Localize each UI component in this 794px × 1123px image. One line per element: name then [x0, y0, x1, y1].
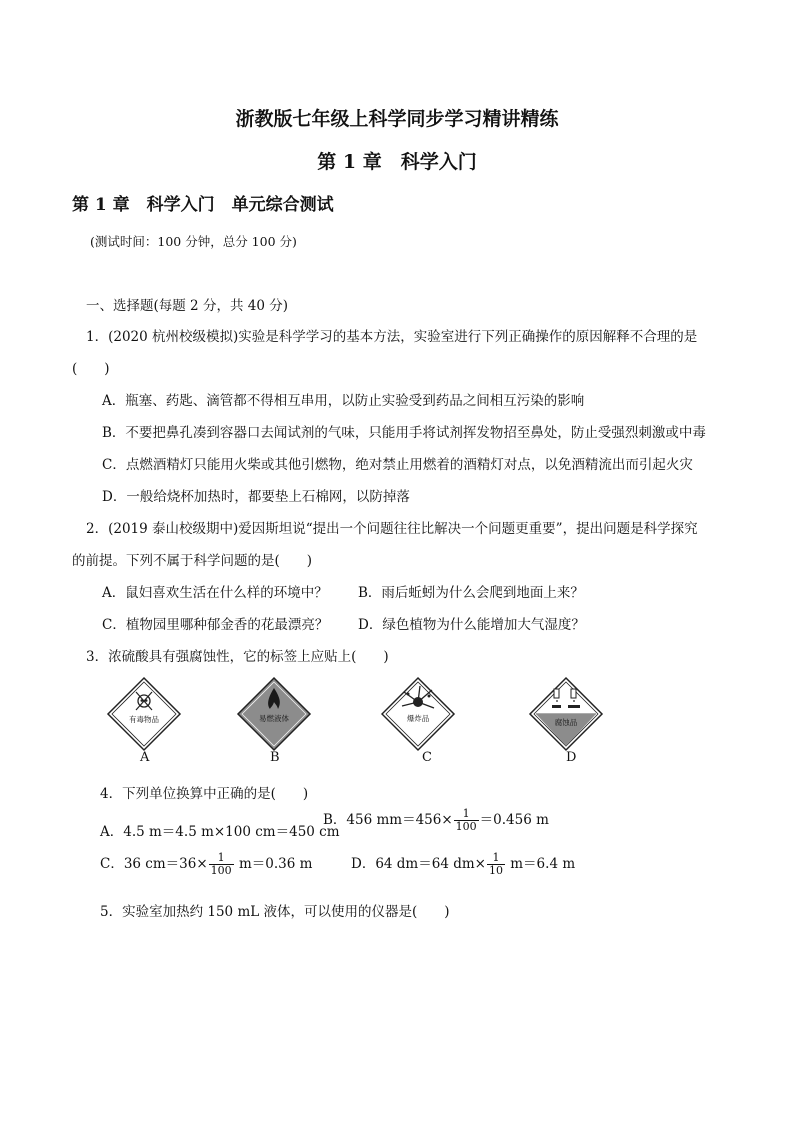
- q2-option-d: D．绿色植物为什么能增加大气湿度？: [358, 617, 585, 633]
- q2-stem-line1: 2．(2019 泰山校级期中)爱因斯坦说“提出一个问题往往比解决一个问题更重要”，提出问题是科学探究: [86, 521, 698, 537]
- q1-option-d: D．一般给烧杯加热时，都要垫上石棉网，以防掉落: [102, 489, 410, 505]
- q1-option-b: B．不要把鼻孔凑到容器口去闻试剂的气味，只能用手将试剂挥发物招至鼻处，防止受强烈刺激或中毒: [102, 425, 706, 441]
- q4-option-b-pre: B．456 mm＝456×: [323, 812, 453, 828]
- sign-d-option: D: [566, 750, 577, 765]
- sign-a-toxic: [108, 678, 180, 750]
- q4-option-d-denominator: 10: [488, 864, 503, 877]
- q2-option-a: A．鼠妇喜欢生活在什么样的环境中？: [102, 585, 328, 601]
- q4-option-c-post: m＝0.36 m: [234, 856, 313, 872]
- q4-option-b-denominator: 100: [455, 820, 477, 833]
- q1-stem-line1: 1．(2020 杭州校级模拟)实验是科学学习的基本方法，实验室进行下列正确操作的原因解释不合理的是: [86, 329, 698, 345]
- q4-option-c-numerator: 1: [209, 852, 234, 865]
- q1-stem-line2: ( ): [72, 361, 110, 377]
- q2-option-b: B．雨后蚯蚓为什么会爬到地面上来？: [358, 585, 584, 601]
- q1-option-a: A．瓶塞、药匙、滴管都不得相互串用，以防止实验受到药品之间相互污染的影响: [102, 393, 585, 409]
- sign-c-option: C: [422, 750, 432, 765]
- q4-stem: 4．下列单位换算中正确的是( ): [100, 786, 309, 802]
- q4-option-d-numerator: 1: [487, 852, 505, 865]
- section-heading: 一、选择题(每题 2 分，共 40 分): [86, 298, 288, 314]
- sign-d-corrosive: [530, 678, 602, 750]
- hazard-signs: [100, 676, 700, 766]
- sign-b-text: 易燃液体: [259, 714, 289, 723]
- q4-option-b-fraction: [454, 808, 479, 833]
- q1-option-c: C．点燃酒精灯只能用火柴或其他引燃物，绝对禁止用燃着的酒精灯对点，以免酒精流出而引起火灾: [102, 457, 693, 473]
- chapter-title: 第 1 章 科学入门: [317, 151, 477, 173]
- q4-option-c-denominator: 100: [210, 864, 232, 877]
- q2-option-c: C．植物园里哪种郁金香的花最漂亮？: [102, 617, 329, 633]
- sign-b-flammable: [238, 678, 310, 750]
- sign-c-text: 爆炸品: [406, 714, 430, 723]
- sign-d-text: 腐蚀品: [554, 718, 578, 727]
- q4-option-b-numerator: 1: [454, 808, 479, 821]
- q4-option-c: [100, 852, 312, 877]
- q4-option-a: A．4.5 m＝4.5 m×100 cm＝450 cm: [100, 824, 340, 840]
- q3-stem: 3．浓硫酸具有强腐蚀性，它的标签上应贴上( ): [86, 649, 389, 665]
- q4-option-d-post: m＝6.4 m: [505, 856, 576, 872]
- sign-c-explosive: [382, 678, 454, 750]
- unit-title: 第 1 章 科学入门 单元综合测试: [72, 195, 334, 215]
- q4-option-c-fraction: [209, 852, 234, 877]
- skull-icon: [136, 692, 152, 710]
- q4-option-b-post: ＝0.456 m: [479, 812, 549, 828]
- document-title: 浙教版七年级上科学同步学习精讲精练: [235, 108, 559, 130]
- test-meta: (测试时间：100 分钟，总分 100 分): [90, 234, 297, 249]
- q4-option-d: [351, 852, 575, 877]
- sign-b-option: B: [270, 750, 280, 765]
- q2-stem-line2: 的前提。下列不属于科学问题的是( ): [72, 553, 313, 569]
- q4-option-d-fraction: [487, 852, 505, 877]
- q4-option-b: [323, 808, 549, 833]
- sign-a-text: 有毒物品: [129, 715, 159, 724]
- q5-stem: 5．实验室加热约 150 mL 液体，可以使用的仪器是( ): [100, 904, 450, 920]
- q4-option-d-pre: D．64 dm＝64 dm×: [351, 856, 486, 872]
- q4-option-c-pre: C．36 cm＝36×: [100, 856, 208, 872]
- sign-a-option: A: [140, 750, 150, 765]
